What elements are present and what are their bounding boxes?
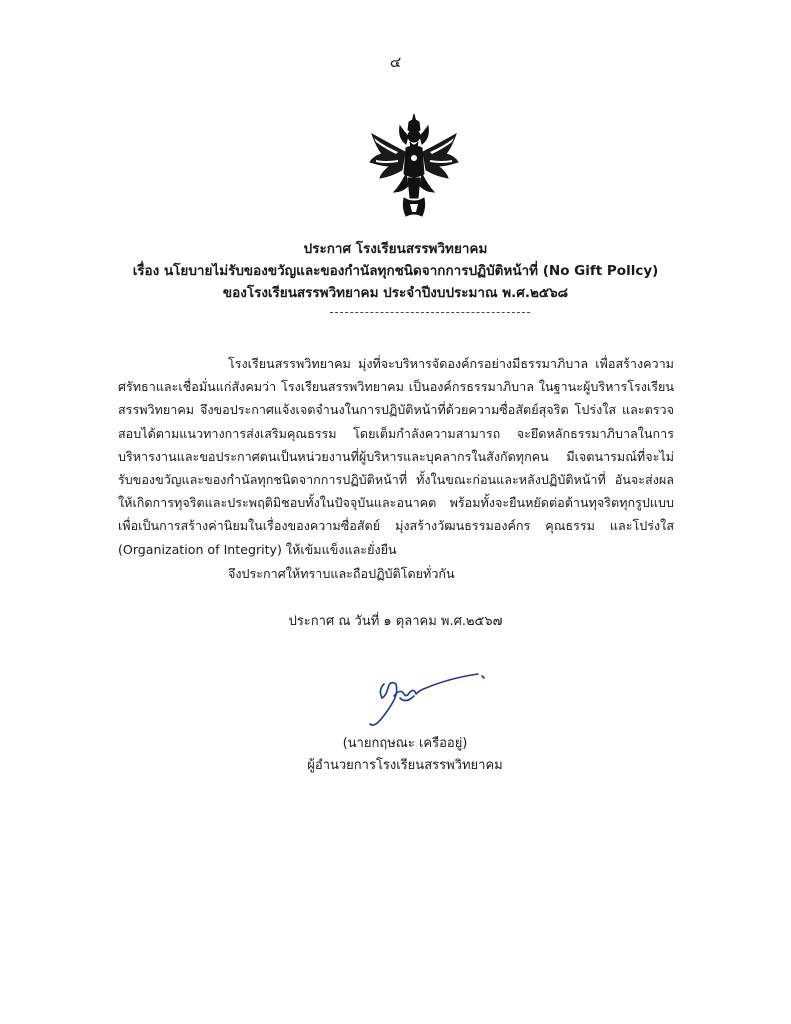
separator-line [330,312,530,313]
announcement-date: ประกาศ ณ วันที่ ๑ ตุลาคม พ.ศ.๒๕๖๗ [288,614,503,629]
title-line-3: ของโรงเรียนสรรพวิทยาคม ประจำปีงบประมาณ พ.ศ.๒๕๖๘ [222,285,569,301]
closing-statement: จึงประกาศให้ทราบและถือปฏิบัติโดยทั่วกัน [228,565,455,581]
handwritten-signature-icon [360,666,490,736]
body-paragraph: โรงเรียนสรรพวิทยาคม มุ่งที่จะบริหารจัดองค์กรอย่างมีธรรมาภิบาล เพื่อสร้างความศรัทธาและเชื่อมั่นแก่สังคมว่า โรงเรียนสรรพวิทยาคม เป็นองค์กรธรรมาภิบาล ในฐานะผู้บริหารโรงเรียนสรรพวิทยาคม จึงขอประกาศแจ้งเจตจำนงในการปฏิบัติหน้าที่ด้วยความซื่อสัตย์สุจริต โปร่งใส และตรวจสอบได้ตามแนวทางการส่งเสริมคุณธรรม โดยเต็มกำลังความสามารถ จะยึดหลักธรรมาภิบาลในการบริหารงานและขอประกาศตนเป็นหน่วยงานที่ผู้บริหารและบุคลากรในสังกัดทุกคน มีเจตนารมณ์ที่จะไม่รับของขวัญและของกำนัลทุกชนิดจากการปฏิบัติหน้าที่ ทั้งในขณะก่อนและหลังปฏิบัติหน้าที่ อันจะส่งผลให้เกิดการทุจริตและประพฤติมิชอบทั้งในปัจจุบันและอนาคต พร้อมทั้งจะยืนหยัดต่อต้านทุจริตทุกรูปแบบ เพื่อเป็นการสร้างค่านิยมในเรื่องของความซื่อสัตย์ มุ่งสร้างวัฒนธรรมองค์กร คุณธรรม และโปร่งใส (Organization of Integrity) ให้เข้มแข็งและยั่งยืน [118,356,674,557]
title-line-1: ประกาศ โรงเรียนสรรพวิทยาคม [303,241,488,257]
announcement-body [118,352,674,585]
signer-block [300,733,510,777]
announcement-title [0,238,791,304]
title-line-2: เรื่อง นโยบายไม่รับของขวัญและของกำนัลทุกชนิดจากการปฏิบัติหน้าที่ (No Gift Pollcy) [132,263,659,279]
signer-position: ผู้อำนวยการโรงเรียนสรรพวิทยาคม [307,758,503,773]
garuda-emblem-icon [368,112,460,220]
page-number: ๔ [389,53,402,71]
signer-name: (นายกฤษณะ เครืออยู่) [342,736,468,751]
